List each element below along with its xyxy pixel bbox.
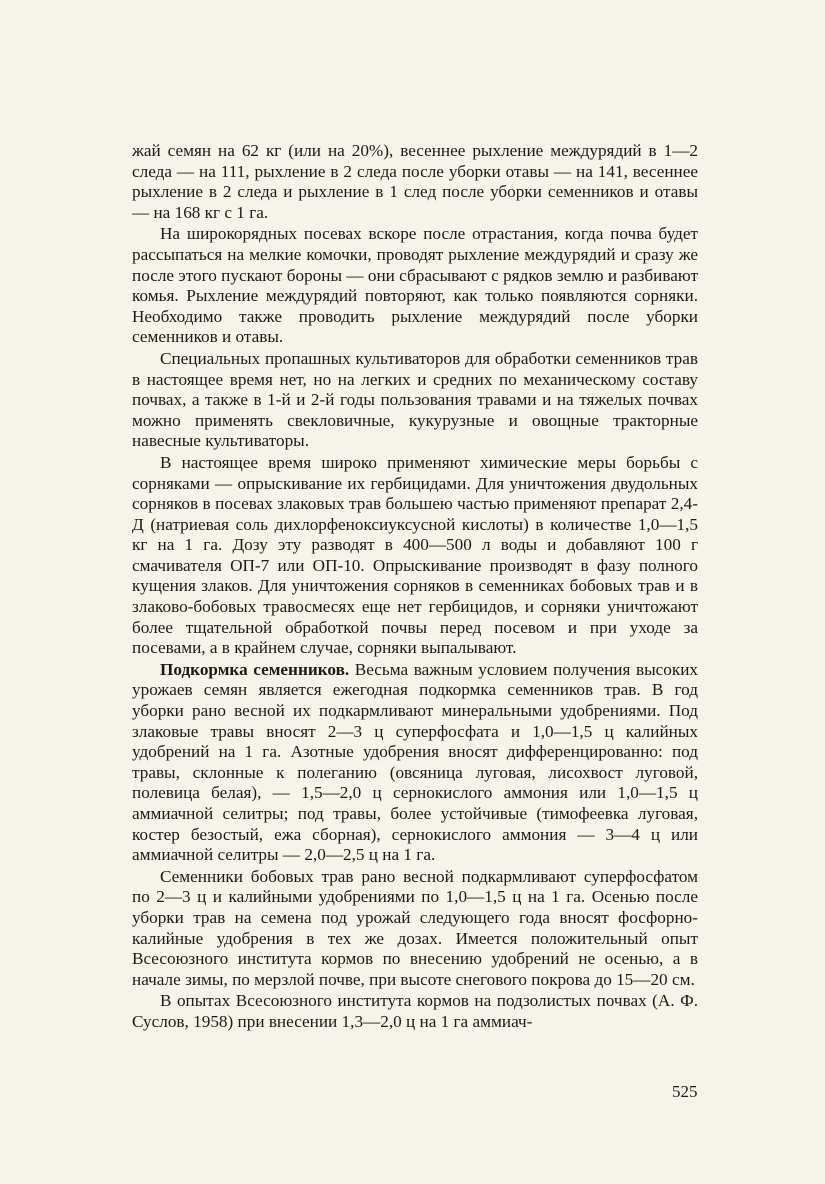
run-in-heading: Подкормка семенников.: [160, 659, 350, 679]
paragraph-7: В опытах Всесоюзного института кормов на подзолистых почвах (А. Ф. Суслов, 1958) при внесении 1,3—2,0 ц на 1 га аммиач-: [132, 991, 698, 1031]
paragraph-1: жай семян на 62 кг (или на 20%), весеннее рыхление междурядий в 1—2 следа — на 111, рыхление в 2 следа после уборки отавы — на 141, весеннее рыхление в 2 следа и рыхление в 1 след после уборки семенников и отавы — на 168 кг с 1 га.: [132, 141, 698, 222]
paragraph-2: На широкорядных посевах вскоре после отрастания, когда почва будет рассыпаться на мелкие комочки, проводят рыхление междурядий и сразу же после этого пускают бороны — они сбрасывают с рядков землю и разбивают комья. Рыхление междурядий повторяют, как только появляются сорняки. Необходимо также проводить рыхление междурядий после уборки семенников и отавы.: [132, 224, 698, 347]
paragraph-6: Семенники бобовых трав рано весной подкармливают суперфосфатом по 2—3 ц и калийными удобрениями по 1,0—1,5 ц на 1 га. Осенью после уборки трав на семена под урожай следующего года вносят фосфорно-калийные удобрения в тех же дозах. Имеется положительный опыт Всесоюзного института кормов по внесению удобрений не осенью, а в начале зимы, по мерзлой почве, при высоте снегового покрова до 15—20 см.: [132, 866, 698, 989]
paragraph-3: Специальных пропашных культиваторов для обработки семенников трав в настоящее время нет, но на легких и средних по механическому составу почвах, а также в 1-й и 2-й годы пользования травами и на тяжелых почвах можно применять свекловичные, кукурузные и овощные тракторные навесные культиваторы.: [132, 348, 698, 451]
body-text: [132, 141, 698, 1033]
page-number: 525: [672, 1082, 698, 1101]
paragraph-5: Подкормка семенников. Весьма важным условием получения высоких урожаев семян является ежегодная подкормка семенников трав. В год уборки рано весной их подкармливают минеральными удобрениями. Под злаковые травы вносят 2—3 ц суперфосфата и 1,0—1,5 ц калийных удобрений на 1 га. Азотные удобрения вносят дифференцированно: под травы, склонные к полеганию (овсяница луговая, лисохвост луговой, полевица белая), — 1,5—2,0 ц сернокислого аммония или 1,0—1,5 ц аммиачной селитры; под травы, более устойчивые (тимофеевка луговая, костер безостый, ежа сборная), сернокислого аммония — 3—4 ц или аммиачной селитры — 2,0—2,5 ц на 1 га.: [132, 659, 698, 865]
paragraph-4: В настоящее время широко применяют химические меры борьбы с сорняками — опрыскивание их гербицидами. Для уничтожения двудольных сорняков в посевах злаковых трав большею частью применяют препарат 2,4-Д (натриевая соль дихлорфеноксиуксусной кислоты) в количестве 1,0—1,5 кг на 1 га. Дозу эту разводят в 400—500 л воды и добавляют 100 г смачивателя ОП-7 или ОП-10. Опрыскивание производят в фазу полного кущения злаков. Для уничтожения сорняков в семенниках бобовых трав и в злаково-бобовых травосмесях еще нет гербицидов, и сорняки уничтожают более тщательной обработкой почвы перед посевом и при уходе за посевами, а в крайнем случае, сорняки выпалывают.: [132, 452, 698, 658]
